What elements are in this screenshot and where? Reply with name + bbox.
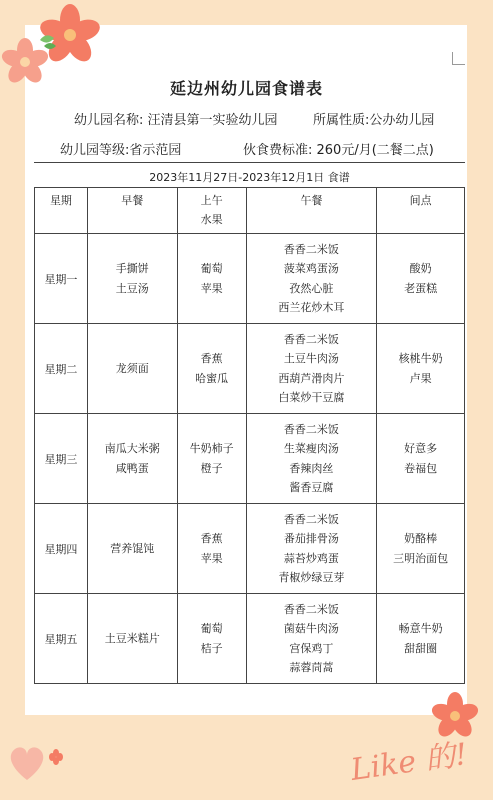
day-cell: 星期五: [35, 594, 88, 684]
day-cell: 星期二: [35, 324, 88, 414]
lunch-cell: 香香二米饭 生菜瘦肉汤 香辣肉丝 酱香豆腐: [246, 414, 377, 504]
fruit-cell: 葡萄 桔子: [177, 594, 246, 684]
header-lunch: 午餐: [246, 188, 377, 234]
table-row: [35, 414, 465, 504]
brand-text: Like 的!: [348, 736, 470, 788]
breakfast-cell: 手撕饼 土豆汤: [87, 234, 177, 324]
table-row: [35, 324, 465, 414]
page-title: 延边州幼儿园食谱表: [169, 79, 323, 98]
snack-cell: 酸奶 老蛋糕: [377, 234, 465, 324]
crop-mark-top-right: [452, 52, 465, 65]
lunch-cell: 香香二米饭 番茄排骨汤 蒜苔炒鸡蛋 青椒炒绿豆芽: [246, 504, 377, 594]
header-day: 星期: [35, 188, 88, 234]
lunch-cell: 香香二米饭 菠菜鸡蛋汤 孜然心脏 西兰花炒木耳: [246, 234, 377, 324]
kindergarten-grade: 幼儿园等级:省示范园: [60, 143, 182, 158]
breakfast-cell: 龙须面: [87, 324, 177, 414]
header-snack: 间点: [377, 188, 465, 234]
divider: [34, 162, 465, 163]
snack-cell: 好意多 卷福包: [377, 414, 465, 504]
table-header-row: [35, 188, 465, 234]
header-morning-fruit: 上午 水果: [177, 188, 246, 234]
kindergarten-name: 幼儿园名称: 汪清县第一实验幼儿园: [74, 113, 278, 128]
table-row: [35, 594, 465, 684]
week-range: 2023年11月27日-2023年12月1日 食谱: [149, 171, 350, 184]
menu-table: [34, 187, 465, 684]
table-row: [35, 234, 465, 324]
day-cell: 星期四: [35, 504, 88, 594]
fruit-cell: 香蕉 苹果: [177, 504, 246, 594]
snack-cell: 畅意牛奶 甜甜圈: [377, 594, 465, 684]
breakfast-cell: 南瓜大米粥 咸鸭蛋: [87, 414, 177, 504]
header-breakfast: 早餐: [87, 188, 177, 234]
breakfast-cell: 营养馄饨: [87, 504, 177, 594]
table-row: [35, 504, 465, 594]
fruit-cell: 牛奶柿子 橙子: [177, 414, 246, 504]
kindergarten-nature: 所属性质:公办幼儿园: [313, 113, 435, 128]
meal-fee: 伙食费标准: 260元/月(二餐二点): [243, 143, 434, 158]
snack-cell: 奶酪棒 三明治面包: [377, 504, 465, 594]
heart-icon: [5, 735, 75, 790]
lunch-cell: 香香二米饭 菌菇牛肉汤 宫保鸡丁 蒜蓉茼蒿: [246, 594, 377, 684]
day-cell: 星期一: [35, 234, 88, 324]
fruit-cell: 葡萄 苹果: [177, 234, 246, 324]
breakfast-cell: 土豆米糕片: [87, 594, 177, 684]
fruit-cell: 香蕉 哈蜜瓜: [177, 324, 246, 414]
day-cell: 星期三: [35, 414, 88, 504]
lunch-cell: 香香二米饭 土豆牛肉汤 西葫芦滑肉片 白菜炒干豆腐: [246, 324, 377, 414]
snack-cell: 核桃牛奶 卢果: [377, 324, 465, 414]
